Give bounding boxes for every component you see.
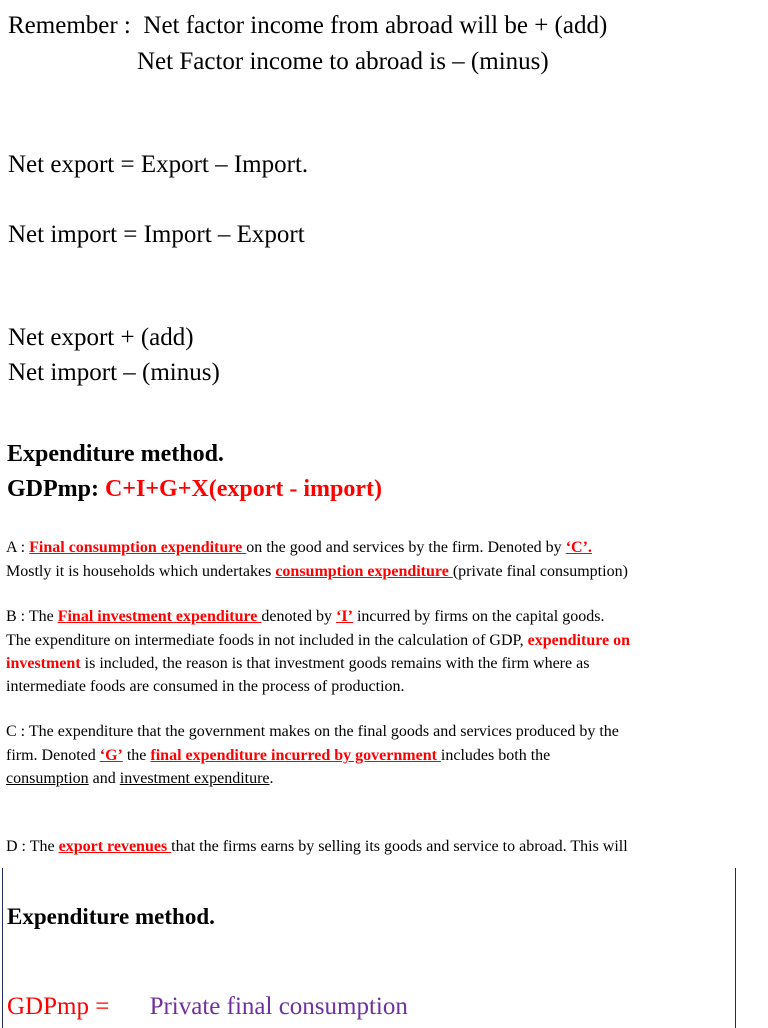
gdp-formula-line [7, 476, 382, 503]
para-c-line-3 [6, 770, 274, 788]
para-b-line-4: intermediate foods are consumed in the process of production. [6, 678, 405, 695]
consumption-underlined: consumption [6, 770, 89, 787]
expenditure-on: expenditure on [527, 632, 631, 649]
consumption-expenditure: consumption expenditure [275, 563, 453, 580]
final-expenditure-government: final expenditure incurred by government [150, 747, 441, 764]
para-b-text: denoted by [261, 608, 337, 625]
remember-prefix: Remember : [8, 12, 131, 39]
net-import-definition: Net import = Import – Export [8, 221, 305, 248]
para-d-label: D : The [6, 838, 59, 855]
para-c-text: firm. Denoted [6, 747, 100, 764]
para-c-text-2: the [122, 747, 151, 764]
investment: investment [6, 655, 81, 672]
para-a-label: A : [6, 539, 30, 556]
remember-line-1 [8, 12, 607, 40]
para-a-line-2 [6, 563, 628, 581]
remember-from-abroad: Net factor income from abroad will be + (add) [143, 12, 608, 39]
para-d-text: that the firms earns by selling its goods and service to abroad. This will [171, 838, 628, 855]
slide2-gdp-label: GDPmp = [7, 993, 110, 1020]
code-c: ‘C’. [565, 539, 592, 556]
para-b-text-3: The expenditure on intermediate foods in not included in the calculation of GDP, [6, 632, 528, 649]
export-revenues: export revenues [58, 838, 172, 855]
code-i: ‘I’ [336, 608, 353, 625]
expenditure-heading: Expenditure method. [7, 441, 224, 467]
gdp-formula: C+I+G+X(export - import) [105, 476, 382, 502]
para-c-text-3: includes both the [440, 747, 551, 764]
para-a-text: on the good and services by the firm. Denoted by [246, 539, 566, 556]
para-b-line-3 [6, 655, 589, 673]
net-import-sign: Net import – (minus) [8, 359, 220, 386]
slide2-heading: Expenditure method. [7, 904, 215, 929]
para-b-text-2: incurred by firms on the capital goods. [352, 608, 605, 625]
para-a-text-3: (private final consumption) [452, 563, 628, 580]
gdp-label: GDPmp: [7, 476, 99, 502]
para-c-text-4: and [88, 770, 120, 787]
para-c-line-1: C : The expenditure that the government makes on the final goods and services produced by the [6, 723, 619, 740]
para-b-line-2 [6, 632, 630, 650]
net-export-sign: Net export + (add) [8, 324, 194, 351]
final-investment-expenditure: Final investment expenditure [57, 608, 262, 625]
para-c-line-2 [6, 747, 550, 765]
para-a-line-1 [6, 539, 592, 557]
para-a-text-2: Mostly it is households which undertakes [6, 563, 276, 580]
remember-line-2 [137, 48, 549, 76]
para-c-text-5: . [269, 770, 274, 787]
para-b-text-4: is included, the reason is that investment goods remains with the firm where as [80, 655, 590, 672]
para-d-line-1 [6, 838, 628, 856]
para-b-line-1 [6, 608, 604, 626]
code-g: ‘G’ [99, 747, 123, 764]
para-b-label: B : The [6, 608, 58, 625]
final-consumption-expenditure: Final consumption expenditure [29, 539, 247, 556]
net-export-definition: Net export = Export – Import. [8, 151, 309, 178]
remember-to-abroad: Net Factor income to abroad is – (minus) [137, 48, 549, 75]
private-final-consumption: Private final consumption [149, 993, 408, 1020]
next-slide-panel [2, 868, 736, 1028]
investment-expenditure-underlined: investment expenditure [119, 770, 270, 787]
slide2-gdp-line [7, 993, 408, 1021]
